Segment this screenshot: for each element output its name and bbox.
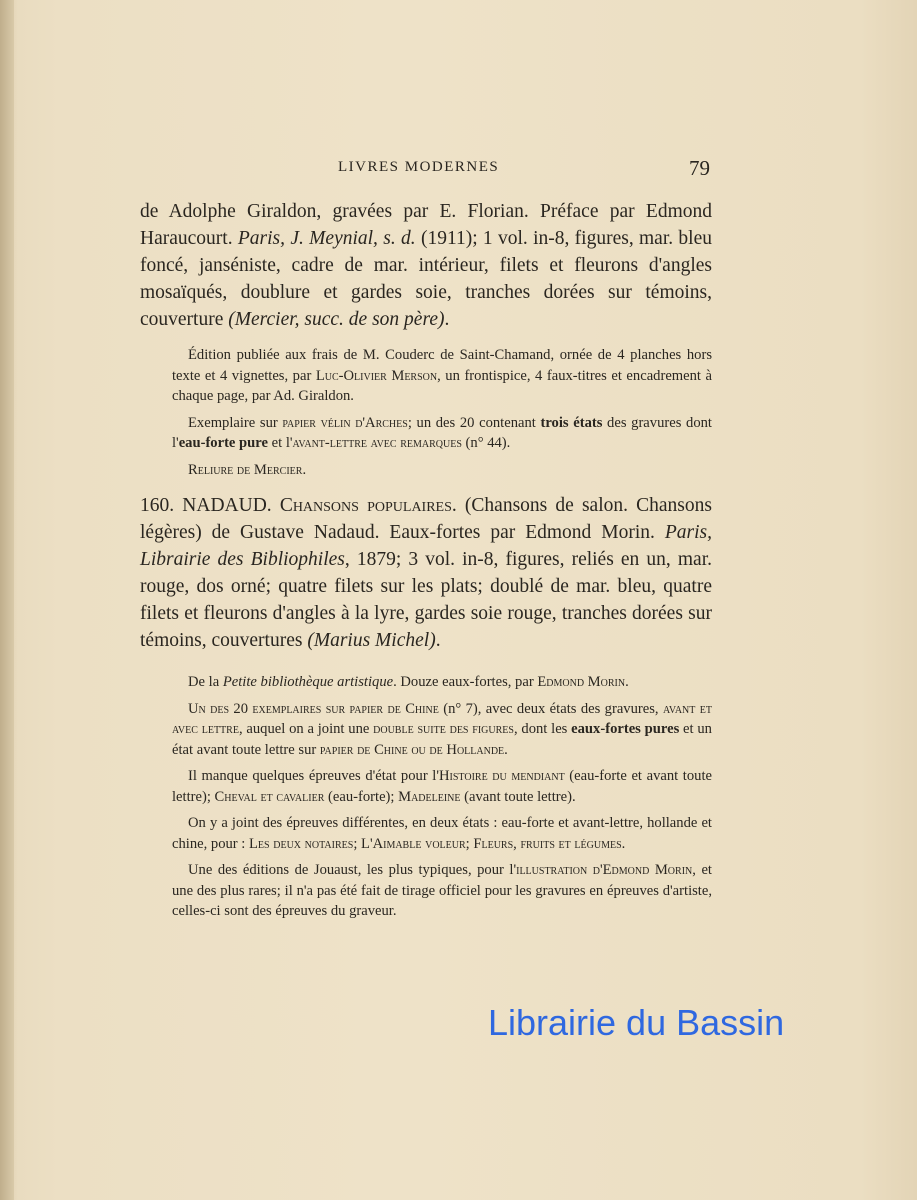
note-smallcaps: double suite des figures [373, 721, 514, 737]
entry-text: . [266, 495, 280, 516]
note-paragraph [172, 766, 712, 807]
entry-author: NADAUD [182, 495, 267, 516]
note-text: ; [465, 835, 474, 852]
note-smallcaps: avant-lettre avec remarques [292, 435, 462, 451]
note-bold: eaux-fortes pures [571, 721, 680, 737]
note-text: ; L' [353, 835, 373, 852]
note-text: , dont les [513, 721, 572, 737]
note-smallcaps: illustration d'Edmond Morin [516, 862, 693, 878]
entry-text: . [435, 630, 441, 651]
entry-note [172, 345, 712, 486]
note-text: . [504, 741, 508, 758]
note-smallcaps: avant et avec lettre [172, 700, 712, 737]
note-text: . Douze eaux-fortes, par [393, 674, 538, 690]
entry-binder: (Mercier, succ. de son père) [228, 309, 445, 330]
note-text: (avant toute lettre). [460, 788, 576, 805]
entry-text: . [444, 309, 450, 330]
note-text: (n° 44). [461, 435, 511, 451]
note-text: Une des éditions de Jouaust, les plus typiques, pour l' [188, 862, 517, 878]
note-text: . [625, 674, 629, 690]
note-text: Exemplaire sur [188, 414, 283, 431]
note-smallcaps: Madeleine [398, 788, 461, 805]
note-text: et un état avant toute lettre sur [172, 721, 712, 758]
note-paragraph [172, 813, 712, 854]
note-text: (eau-forte et avant toute lettre); [172, 768, 712, 805]
note-smallcaps: Histoire du mendiant [438, 768, 565, 784]
note-paragraph [172, 460, 712, 481]
entry-number: 160. [140, 495, 183, 516]
note-paragraph [172, 672, 712, 693]
note-smallcaps: Luc-Olivier Merson [315, 367, 438, 384]
note-smallcaps: Fleurs, fruits et légumes [473, 835, 622, 852]
page-number: 79 [689, 156, 710, 180]
note-smallcaps: Les deux notaires [249, 835, 354, 852]
entry-text: (1911); 1 vol. in-8, figures, mar. bleu foncé, janséniste, cadre de mar. intérieur, filets et fleurons d'angles mosaïqués, doublure et gardes soie, tranches dorées sur témoins, couverture [140, 228, 713, 330]
note-smallcaps: Un des 20 exemplaires sur papier de Chine [188, 700, 439, 717]
note-text: (n° 7), avec deux états des gravures, [438, 700, 663, 717]
note-text: et l' [267, 435, 293, 451]
entry-text: , 1879; 3 vol. in-8, figures, reliés en un, mar. rouge, dos orné; quatre filets sur les plats; doublé de mar. bleu, quatre filets et fleurons d'angles à la lyre, gardes soie rouge, tranches dorées sur témoins, couvertures [140, 549, 712, 651]
note-text: Édition publiée aux frais de M. Couderc de Saint-Chamand, ornée de 4 planches hors texte et 4 vignettes, par [172, 347, 712, 384]
watermark-text: Librairie du Bassin [488, 1002, 785, 1043]
note-smallcaps: Reliure de Mercier [188, 461, 303, 478]
entry-binder: (Marius Michel) [307, 630, 436, 651]
note-text: Il manque quelques épreuves d'état pour l' [188, 768, 439, 784]
note-paragraph [172, 413, 712, 454]
note-smallcaps: papier vélin d'Arches [282, 414, 408, 431]
note-text: des gravures dont l' [172, 414, 712, 451]
entry-text: de Adolphe Giraldon, gravées par E. Florian. Préface par Edmond Haraucourt. [140, 201, 712, 249]
note-text: On y a joint des épreuves différentes, en deux états : eau-forte et avant-lettre, hollande et chine, pour : [172, 815, 712, 852]
note-text: . [621, 835, 626, 852]
entry-place: Paris, J. Meynial, s. d. [237, 228, 416, 249]
page-gutter-shadow [0, 0, 14, 1200]
page-header [140, 156, 710, 180]
note-text: , et une des plus rares; il n'a pas été fait de tirage officiel pour les gravures en épreuves d'artiste, celles-ci sont des épreuves du graveur. [172, 862, 712, 919]
catalogue-entry-continued [140, 198, 712, 333]
running-title: LIVRES MODERNES [338, 159, 500, 175]
note-text: De la [188, 674, 223, 690]
note-text: (eau-forte); [324, 788, 399, 805]
note-smallcaps: papier de Chine ou de Hollande [319, 741, 505, 758]
note-smallcaps: Cheval et cavalier [214, 788, 325, 805]
entry-place: Paris, Librairie des Bibliophiles [140, 522, 712, 570]
note-text: ; un des 20 contenant [407, 414, 541, 431]
note-bold: trois états [540, 414, 603, 431]
entry-note [172, 672, 712, 928]
entry-text: . (Chansons de salon. Chansons légères) de Gustave Nadaud. Eaux-fortes par Edmond Morin. [140, 495, 712, 543]
note-paragraph [172, 345, 712, 407]
note-bold: eau-forte pure [178, 435, 268, 451]
note-smallcaps: Edmond Morin [537, 674, 626, 690]
note-text: . [302, 461, 307, 478]
note-italic: Petite bibliothèque artistique [222, 674, 394, 690]
note-text: , un frontispice, 4 faux-titres et encadrement à chaque page, par Ad. Giraldon. [172, 367, 712, 404]
note-text: , auquel on a joint une [238, 721, 374, 737]
note-smallcaps: Aimable voleur [372, 835, 466, 852]
note-paragraph [172, 699, 712, 761]
catalogue-entry-160 [140, 492, 712, 654]
entry-title: Chansons populaires [279, 495, 452, 516]
note-paragraph [172, 860, 712, 922]
